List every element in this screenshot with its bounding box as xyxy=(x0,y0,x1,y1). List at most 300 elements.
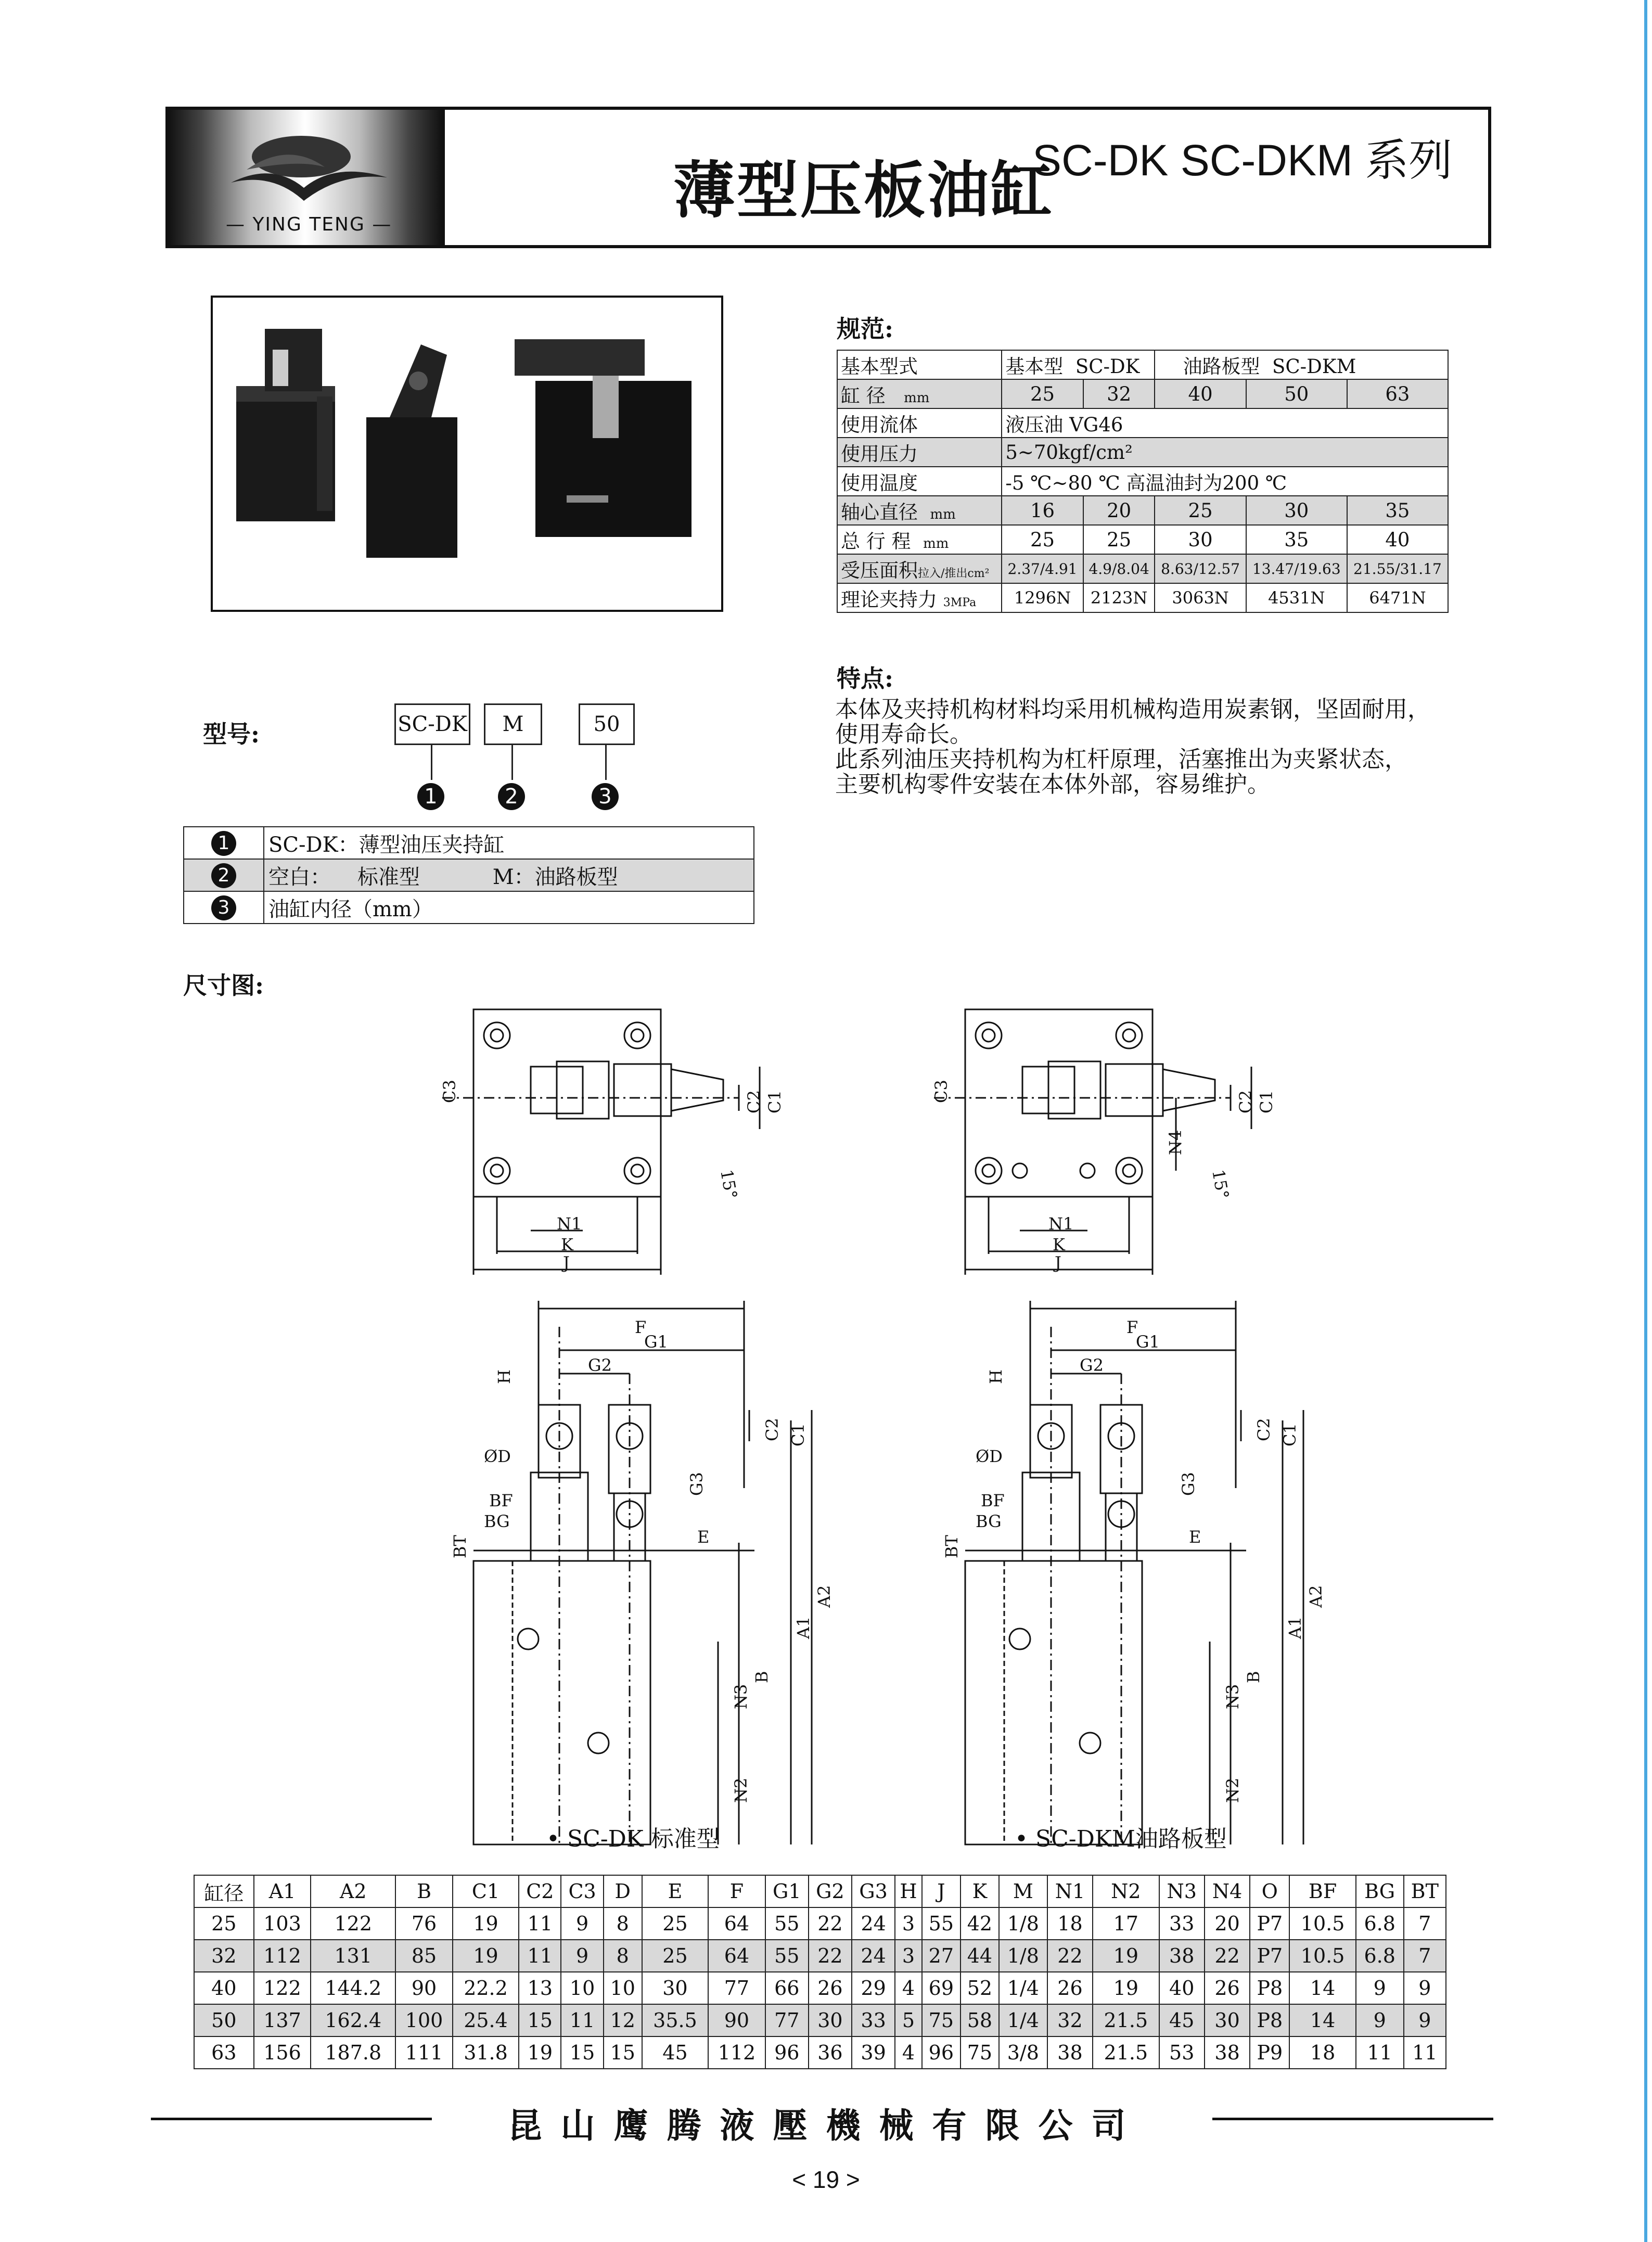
table-header-cell: N1 xyxy=(1047,1875,1093,1907)
label-a1: A1 xyxy=(1285,1616,1305,1639)
table-cell: 25 xyxy=(642,1940,708,1972)
spec-cell: 30 xyxy=(1155,525,1246,554)
table-cell: 9 xyxy=(1404,1972,1446,2004)
label-n3: N3 xyxy=(1223,1684,1243,1709)
label-n1: N1 xyxy=(557,1214,582,1234)
spec-cell: 25 xyxy=(1083,525,1155,554)
table-cell: 19 xyxy=(1093,1972,1159,2004)
model-connector xyxy=(431,744,432,780)
spec-cell: 30 xyxy=(1246,496,1347,525)
table-row xyxy=(194,1907,1446,1940)
label-n2: N2 xyxy=(731,1777,751,1803)
spec-fluid-label: 使用流体 xyxy=(837,408,1002,438)
label-j: J xyxy=(1055,1253,1061,1273)
label-j: J xyxy=(563,1253,570,1273)
table-cell: 25 xyxy=(642,1907,708,1940)
table-cell: 10 xyxy=(604,1972,642,2004)
table-header-cell: O xyxy=(1250,1875,1289,1907)
spec-base-std: 基本型 SC-DK xyxy=(1002,350,1155,379)
table-cell: 4 xyxy=(895,2036,922,2069)
table-cell: 69 xyxy=(922,1972,961,2004)
label-g3: G3 xyxy=(1179,1472,1198,1496)
table-cell: 137 xyxy=(254,2004,311,2036)
table-cell: 26 xyxy=(809,1972,852,2004)
table-cell: 40 xyxy=(194,1972,254,2004)
spec-table xyxy=(837,350,1449,613)
table-cell: 3 xyxy=(895,1940,922,1972)
table-cell: 111 xyxy=(395,2036,453,2069)
table-cell: 6.8 xyxy=(1356,1940,1404,1972)
table-cell: P7 xyxy=(1250,1907,1289,1940)
table-header-cell: BG xyxy=(1356,1875,1404,1907)
table-cell: 24 xyxy=(852,1940,895,1972)
label-h: H xyxy=(986,1369,1006,1384)
table-cell: 18 xyxy=(1289,2036,1355,2069)
label-f: F xyxy=(635,1317,647,1337)
table-cell: 39 xyxy=(852,2036,895,2069)
label-c2: C2 xyxy=(744,1090,764,1113)
table-cell: 90 xyxy=(395,1972,453,2004)
table-cell: 14 xyxy=(1289,1972,1355,2004)
spec-cell: 2123N xyxy=(1083,583,1155,612)
label-f: F xyxy=(1126,1317,1138,1337)
label-angle: 15° xyxy=(1208,1168,1233,1201)
label-n1: N1 xyxy=(1048,1214,1074,1234)
table-cell: 30 xyxy=(642,1972,708,2004)
model-box-series: SC-DK xyxy=(394,703,470,745)
table-cell: 131 xyxy=(311,1940,395,1972)
spec-cell: 40 xyxy=(1155,379,1246,408)
spec-cell: 25 xyxy=(1002,525,1083,554)
model-desc: SC-DK：薄型油压夹持缸 xyxy=(264,827,754,859)
label-n4: N4 xyxy=(1166,1130,1185,1155)
table-header-cell: C1 xyxy=(453,1875,519,1907)
table-cell: 1/4 xyxy=(999,1972,1047,2004)
spec-cell: 2.37/4.91 xyxy=(1002,554,1083,583)
page-edge-bar xyxy=(1644,0,1647,2242)
label-d: ØD xyxy=(976,1446,1003,1466)
table-cell: 36 xyxy=(809,2036,852,2069)
feature-line: 此系列油压夹持机构为杠杆原理，活塞推出为夹紧状态， xyxy=(835,746,1407,773)
label-g1: G1 xyxy=(644,1332,668,1352)
spec-shaft-label: 轴心直径 mm xyxy=(837,496,1002,525)
table-header-cell: G1 xyxy=(765,1875,809,1907)
table-cell: 96 xyxy=(922,2036,961,2069)
spec-temp-label: 使用温度 xyxy=(837,467,1002,496)
table-cell: 100 xyxy=(395,2004,453,2036)
spec-cell: 32 xyxy=(1083,379,1155,408)
table-header-cell: G2 xyxy=(809,1875,852,1907)
table-cell: 31.8 xyxy=(453,2036,519,2069)
header-divider xyxy=(442,110,445,245)
model-num-cell: 2 xyxy=(184,859,264,891)
table-row xyxy=(837,554,1448,583)
logo-text: — YING TENG — xyxy=(226,214,392,235)
table-cell: P8 xyxy=(1250,1972,1289,2004)
label-c2: C2 xyxy=(762,1418,782,1441)
spec-cell: 25 xyxy=(1002,379,1083,408)
table-cell: 10.5 xyxy=(1289,1907,1355,1940)
table-cell: 11 xyxy=(519,1907,561,1940)
spec-cell: 13.47/19.63 xyxy=(1246,554,1347,583)
table-cell: 55 xyxy=(765,1940,809,1972)
table-cell: 35.5 xyxy=(642,2004,708,2036)
label-bt: BT xyxy=(450,1535,470,1558)
table-header-cell: M xyxy=(999,1875,1047,1907)
model-connector xyxy=(511,744,513,780)
caption-std: • SC-DK 标准型 xyxy=(546,1826,720,1852)
label-k: K xyxy=(1053,1235,1065,1254)
table-cell: 42 xyxy=(961,1907,999,1940)
spec-cell: 1296N xyxy=(1002,583,1083,612)
label-c2: C2 xyxy=(1236,1090,1256,1113)
table-cell: 52 xyxy=(961,1972,999,2004)
table-cell: 32 xyxy=(1047,2004,1093,2036)
label-bg: BG xyxy=(484,1511,510,1531)
label-n3: N3 xyxy=(731,1684,751,1709)
side-view-std xyxy=(473,1561,650,1844)
table-header-cell: D xyxy=(604,1875,642,1907)
model-desc: 油缸内径（mm） xyxy=(264,891,754,924)
table-row xyxy=(837,583,1448,612)
table-cell: 64 xyxy=(708,1907,765,1940)
table-cell: 18 xyxy=(1047,1907,1093,1940)
table-cell: 30 xyxy=(1205,2004,1250,2036)
feature-line: 主要机构零件安装在本体外部，容易维护。 xyxy=(835,771,1270,798)
spec-cell: 63 xyxy=(1347,379,1448,408)
spec-cell: 35 xyxy=(1246,525,1347,554)
table-cell: 9 xyxy=(561,1907,603,1940)
spec-cell: 40 xyxy=(1347,525,1448,554)
spec-base-oil: 油路板型 SC-DKM xyxy=(1155,350,1448,379)
table-cell: 8 xyxy=(604,1940,642,1972)
table-cell: 144.2 xyxy=(311,1972,395,2004)
table-cell: 90 xyxy=(708,2004,765,2036)
model-num-cell: 3 xyxy=(184,891,264,924)
label-k: K xyxy=(561,1235,573,1254)
table-cell: 19 xyxy=(453,1940,519,1972)
table-cell: 29 xyxy=(852,1972,895,2004)
table-cell: 22 xyxy=(809,1940,852,1972)
table-header-cell: 缸径 xyxy=(194,1875,254,1907)
table-cell: 55 xyxy=(765,1907,809,1940)
model-box-type: M xyxy=(484,703,542,745)
label-a2: A2 xyxy=(1306,1585,1326,1608)
table-cell: 5 xyxy=(895,2004,922,2036)
label-c1: C1 xyxy=(788,1423,808,1446)
table-cell: 66 xyxy=(765,1972,809,2004)
top-view-std xyxy=(473,1009,661,1197)
spec-cell: 35 xyxy=(1347,496,1448,525)
table-cell: 3 xyxy=(895,1907,922,1940)
table-cell: 112 xyxy=(254,1940,311,1972)
spec-cell: 6471N xyxy=(1347,583,1448,612)
table-cell: 7 xyxy=(1404,1907,1446,1940)
table-cell: P7 xyxy=(1250,1940,1289,1972)
table-cell: 1/4 xyxy=(999,2004,1047,2036)
spec-heading: 规范: xyxy=(837,315,893,343)
table-cell: 33 xyxy=(852,2004,895,2036)
label-c1: C1 xyxy=(1257,1090,1276,1113)
label-bf: BF xyxy=(489,1491,513,1510)
label-c2: C2 xyxy=(1254,1418,1274,1441)
features-text xyxy=(835,697,1506,797)
table-header-cell: J xyxy=(922,1875,961,1907)
label-e: E xyxy=(1189,1527,1201,1547)
spec-temp: -5 ℃~80 ℃ 高温油封为200 ℃ xyxy=(1002,467,1448,496)
table-cell: 162.4 xyxy=(311,2004,395,2036)
table-row xyxy=(194,1940,1446,1972)
table-cell: 25 xyxy=(194,1907,254,1940)
table-cell: 77 xyxy=(765,2004,809,2036)
table-header-cell: BF xyxy=(1289,1875,1355,1907)
table-row xyxy=(194,1972,1446,2004)
table-cell: 15 xyxy=(561,2036,603,2069)
table-header-cell: N2 xyxy=(1093,1875,1159,1907)
product-photo-image xyxy=(213,298,721,610)
label-g1: G1 xyxy=(1136,1332,1160,1352)
spec-force-label: 理论夹持力 3MPa xyxy=(837,583,1002,612)
table-cell: 6.8 xyxy=(1356,1907,1404,1940)
table-cell: 75 xyxy=(961,2036,999,2069)
table-cell: 85 xyxy=(395,1940,453,1972)
table-cell: 9 xyxy=(1356,2004,1404,2036)
label-a2: A2 xyxy=(814,1585,834,1608)
table-cell: 103 xyxy=(254,1907,311,1940)
company-name: 昆山鹰腾液壓機械有限公司 xyxy=(507,2106,1145,2146)
table-header-cell: BT xyxy=(1404,1875,1446,1907)
table-row xyxy=(837,496,1448,525)
label-bt: BT xyxy=(942,1535,962,1558)
table-cell: 156 xyxy=(254,2036,311,2069)
table-cell: 96 xyxy=(765,2036,809,2069)
table-row xyxy=(837,525,1448,554)
table-cell: 76 xyxy=(395,1907,453,1940)
table-cell: 24 xyxy=(852,1907,895,1940)
table-cell: 22.2 xyxy=(453,1972,519,2004)
table-header-cell: F xyxy=(708,1875,765,1907)
spec-cell: 50 xyxy=(1246,379,1347,408)
table-cell: 38 xyxy=(1159,1940,1205,1972)
spec-stroke-label: 总 行 程 mm xyxy=(837,525,1002,554)
label-a1: A1 xyxy=(793,1616,813,1639)
table-cell: 32 xyxy=(194,1940,254,1972)
label-h: H xyxy=(494,1369,514,1384)
table-cell: 55 xyxy=(922,1907,961,1940)
spec-pressure-label: 使用压力 xyxy=(837,438,1002,467)
spec-cell: 21.55/31.17 xyxy=(1347,554,1448,583)
table-cell: 112 xyxy=(708,2036,765,2069)
model-num-cell: 1 xyxy=(184,827,264,859)
table-header-cell: H xyxy=(895,1875,922,1907)
label-g2: G2 xyxy=(588,1355,612,1375)
table-cell: 11 xyxy=(519,1940,561,1972)
page-header xyxy=(165,107,1491,248)
table-cell: 9 xyxy=(1356,1972,1404,2004)
table-row xyxy=(837,379,1448,408)
dimensions-table xyxy=(194,1875,1446,2069)
table-cell: 187.8 xyxy=(311,2036,395,2069)
label-g2: G2 xyxy=(1080,1355,1104,1375)
model-num-2: 2 xyxy=(498,783,525,810)
spec-bore-label: 缸 径 mm xyxy=(837,379,1002,408)
caption-oil: • SC-DKM油路板型 xyxy=(1015,1826,1227,1852)
table-cell: 4 xyxy=(895,1972,922,2004)
table-row xyxy=(837,438,1448,467)
label-c3: C3 xyxy=(440,1080,459,1103)
table-cell: 9 xyxy=(1404,2004,1446,2036)
table-cell: 63 xyxy=(194,2036,254,2069)
table-cell: 122 xyxy=(254,1972,311,2004)
label-angle: 15° xyxy=(716,1168,741,1201)
spec-cell: 4531N xyxy=(1246,583,1347,612)
side-view-oil xyxy=(965,1561,1142,1844)
table-cell: 3/8 xyxy=(999,2036,1047,2069)
spec-cell: 16 xyxy=(1002,496,1083,525)
table-row xyxy=(837,467,1448,496)
model-connector xyxy=(605,744,607,780)
table-cell: 38 xyxy=(1205,2036,1250,2069)
dimension-drawing xyxy=(427,999,1415,1863)
table-cell: 17 xyxy=(1093,1907,1159,1940)
table-cell: 13 xyxy=(519,1972,561,2004)
series-title: SC-DK SC-DKM 系列 xyxy=(1032,136,1453,185)
table-cell: 27 xyxy=(922,1940,961,1972)
spec-base-label: 基本型式 xyxy=(837,350,1002,379)
table-row xyxy=(194,2036,1446,2069)
table-cell: 15 xyxy=(604,2036,642,2069)
label-c3: C3 xyxy=(931,1080,951,1103)
table-header-cell: N3 xyxy=(1159,1875,1205,1907)
logo xyxy=(169,110,442,245)
table-cell: 19 xyxy=(1093,1940,1159,1972)
table-cell: 9 xyxy=(561,1940,603,1972)
table-header-cell: K xyxy=(961,1875,999,1907)
table-cell: 7 xyxy=(1404,1940,1446,1972)
table-cell: 122 xyxy=(311,1907,395,1940)
label-b: B xyxy=(1244,1671,1263,1683)
table-cell: 40 xyxy=(1159,1972,1205,2004)
table-cell: 21.5 xyxy=(1093,2004,1159,2036)
spec-pressure: 5~70kgf/cm² xyxy=(1002,438,1448,467)
table-cell: 14 xyxy=(1289,2004,1355,2036)
table-cell: 45 xyxy=(1159,2004,1205,2036)
table-cell: 10 xyxy=(561,1972,603,2004)
label-e: E xyxy=(697,1527,710,1547)
table-cell: 26 xyxy=(1047,1972,1093,2004)
table-row xyxy=(837,408,1448,438)
table-header-cell: N4 xyxy=(1205,1875,1250,1907)
table-cell: 12 xyxy=(604,2004,642,2036)
model-box-bore: 50 xyxy=(579,703,635,745)
table-cell: 77 xyxy=(708,1972,765,2004)
table-cell: 58 xyxy=(961,2004,999,2036)
table-cell: 75 xyxy=(922,2004,961,2036)
model-desc: 空白： 标准型 M：油路板型 xyxy=(264,859,754,891)
spec-cell: 3063N xyxy=(1155,583,1246,612)
model-heading: 型号: xyxy=(203,720,260,748)
table-cell: P8 xyxy=(1250,2004,1289,2036)
table-cell: 30 xyxy=(809,2004,852,2036)
label-b: B xyxy=(752,1671,772,1683)
label-d: ØD xyxy=(484,1446,511,1466)
page-title: 薄型压板油缸 xyxy=(673,155,1055,226)
label-bg: BG xyxy=(976,1511,1002,1531)
table-header-row xyxy=(194,1875,1446,1907)
table-row xyxy=(194,2004,1446,2036)
table-cell: 20 xyxy=(1205,1907,1250,1940)
label-g3: G3 xyxy=(687,1472,707,1496)
table-cell: 53 xyxy=(1159,2036,1205,2069)
label-bf: BF xyxy=(981,1491,1005,1510)
model-num-1: 1 xyxy=(417,783,444,810)
spec-cell: 4.9/8.04 xyxy=(1083,554,1155,583)
table-cell: 19 xyxy=(453,1907,519,1940)
table-row xyxy=(184,859,754,891)
table-cell: P9 xyxy=(1250,2036,1289,2069)
table-cell: 21.5 xyxy=(1093,2036,1159,2069)
spec-area-label: 受压面积拉入/推出cm² xyxy=(837,554,1002,583)
label-c1: C1 xyxy=(765,1090,785,1113)
model-table xyxy=(183,826,754,924)
table-cell: 1/8 xyxy=(999,1940,1047,1972)
table-header-cell: C3 xyxy=(561,1875,603,1907)
table-cell: 50 xyxy=(194,2004,254,2036)
top-view-oil xyxy=(965,1009,1152,1197)
table-cell: 11 xyxy=(561,2004,603,2036)
table-row xyxy=(184,827,754,859)
table-cell: 22 xyxy=(1047,1940,1093,1972)
model-num-3: 3 xyxy=(592,783,619,810)
table-cell: 44 xyxy=(961,1940,999,1972)
table-row xyxy=(184,891,754,924)
table-header-cell: C2 xyxy=(519,1875,561,1907)
spec-cell: 8.63/12.57 xyxy=(1155,554,1246,583)
table-header-cell: G3 xyxy=(852,1875,895,1907)
table-cell: 1/8 xyxy=(999,1907,1047,1940)
table-cell: 19 xyxy=(519,2036,561,2069)
table-cell: 33 xyxy=(1159,1907,1205,1940)
table-header-cell: A2 xyxy=(311,1875,395,1907)
page-number: < 19 > xyxy=(792,2166,860,2193)
table-cell: 26 xyxy=(1205,1972,1250,2004)
label-n2: N2 xyxy=(1223,1777,1243,1803)
label-c1: C1 xyxy=(1280,1423,1300,1446)
table-cell: 10.5 xyxy=(1289,1940,1355,1972)
table-cell: 22 xyxy=(1205,1940,1250,1972)
table-header-cell: E xyxy=(642,1875,708,1907)
table-cell: 11 xyxy=(1356,2036,1404,2069)
table-cell: 25.4 xyxy=(453,2004,519,2036)
table-cell: 15 xyxy=(519,2004,561,2036)
spec-cell: 20 xyxy=(1083,496,1155,525)
table-cell: 8 xyxy=(604,1907,642,1940)
spec-cell: 25 xyxy=(1155,496,1246,525)
table-header-cell: A1 xyxy=(254,1875,311,1907)
table-cell: 11 xyxy=(1404,2036,1446,2069)
feature-line: 本体及夹持机构材料均采用机械构造用炭素钢，坚固耐用， xyxy=(835,696,1430,723)
table-row xyxy=(837,350,1448,379)
table-cell: 22 xyxy=(809,1907,852,1940)
table-header-cell: B xyxy=(395,1875,453,1907)
drawing-heading: 尺寸图: xyxy=(183,971,264,1000)
table-cell: 64 xyxy=(708,1940,765,1972)
feature-line: 使用寿命长。 xyxy=(835,721,972,748)
table-cell: 38 xyxy=(1047,2036,1093,2069)
features-heading: 特点: xyxy=(837,664,893,693)
table-cell: 45 xyxy=(642,2036,708,2069)
spec-fluid: 液压油 VG46 xyxy=(1002,408,1448,438)
